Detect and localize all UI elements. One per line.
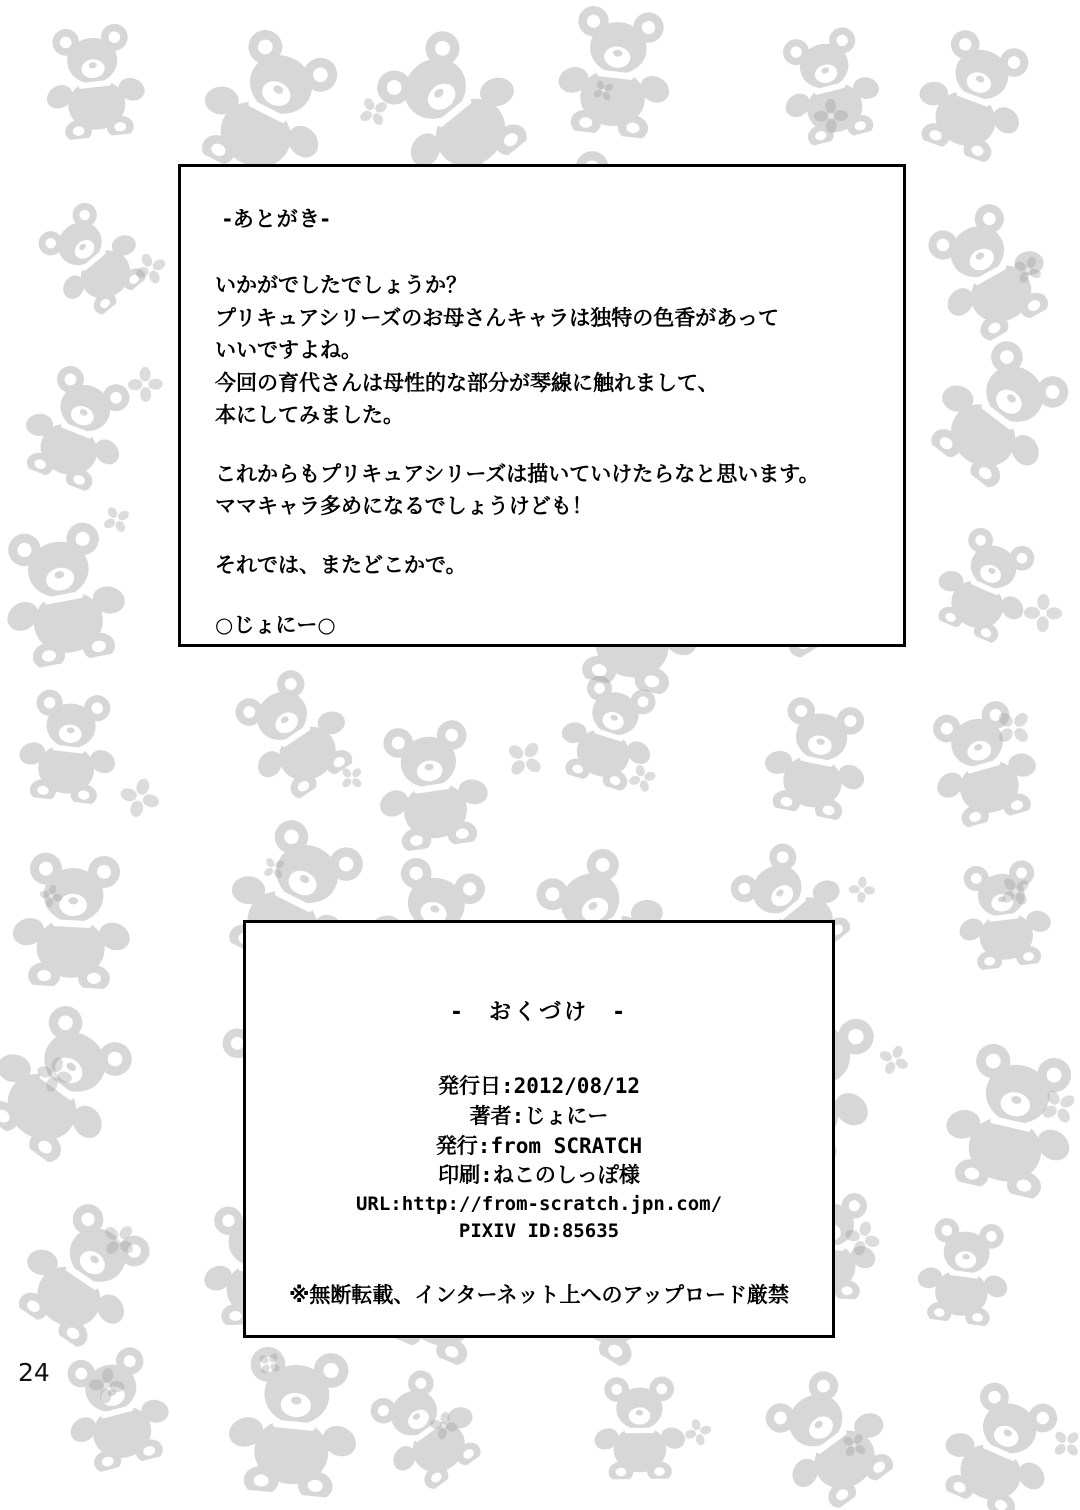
- colophon-line: PIXIV ID:85635: [458, 1220, 620, 1243]
- afterword-title: -あとがき-: [223, 207, 331, 231]
- teddy-bear-icon: [0, 509, 145, 674]
- flower-icon: [681, 1415, 716, 1450]
- afterword-line: それでは、またどこかで。: [215, 552, 467, 577]
- flower-icon: [1023, 593, 1064, 634]
- flower-icon: [126, 365, 164, 403]
- flower-icon: [812, 97, 849, 134]
- teddy-bear-icon: [6, 681, 132, 807]
- afterword-line: いいですよね。: [215, 338, 362, 363]
- afterword-line: プリキュアシリーズのお母さんキャラは独特の色香があって: [215, 305, 780, 330]
- afterword-signature: ○じょにー○: [215, 613, 336, 638]
- teddy-bear-icon: [905, 315, 1080, 507]
- teddy-bear-icon: [895, 13, 1054, 172]
- afterword-line: 今回の育代さんは母性的な部分が琴線に触れまして、: [215, 370, 719, 395]
- teddy-bear-icon: [904, 1209, 1024, 1329]
- afterword-line: いかがでしたでしょうか？: [215, 273, 467, 297]
- afterword-panel: [178, 164, 906, 647]
- afterword-spacer: [215, 523, 869, 549]
- teddy-bear-icon: [943, 852, 1064, 973]
- colophon-warning: ※無断転載、インターネット上へのアップロード厳禁: [288, 1283, 790, 1308]
- afterword-paragraph: [215, 458, 869, 523]
- flower-icon: [427, 1409, 461, 1443]
- colophon-line: 発行:from SCRATCH: [435, 1133, 643, 1158]
- teddy-bear-icon: [0, 844, 145, 990]
- afterword-line: これからもプリキュアシリーズは描いていけたらなと思います。: [215, 461, 820, 486]
- afterword-line: 本にしてみました。: [215, 403, 404, 428]
- teddy-bear-icon: [739, 1348, 918, 1510]
- teddy-bear-icon: [358, 709, 504, 855]
- flower-icon: [847, 875, 877, 905]
- afterword-body: [215, 269, 869, 581]
- teddy-bear-icon: [543, 0, 689, 142]
- page-number: 24: [18, 1358, 50, 1387]
- colophon-panel: [243, 920, 835, 1338]
- colophon-title: - おくづけ -: [451, 1000, 627, 1025]
- colophon-line: 印刷:ねこのしっぽ様: [438, 1163, 640, 1188]
- colophon-line: URL:http://from-scratch.jpn.com/: [355, 1193, 723, 1216]
- afterword-line: ママキャラ多めになるでしょうけども！: [215, 494, 593, 519]
- flower-icon: [87, 1366, 127, 1406]
- teddy-bear-icon: [908, 687, 1056, 835]
- teddy-bear-icon: [0, 979, 163, 1183]
- teddy-bear-icon: [747, 685, 888, 826]
- colophon-line: 著者:じょにー: [469, 1103, 609, 1128]
- teddy-bear-icon: [30, 15, 158, 143]
- teddy-bear-icon: [585, 1371, 694, 1480]
- colophon-line: 発行日:2012/08/12: [437, 1074, 641, 1098]
- colophon-lines: [270, 1072, 808, 1245]
- afterword-spacer: [215, 432, 869, 458]
- flower-icon: [37, 882, 66, 911]
- teddy-bear-icon: [43, 1334, 188, 1479]
- afterword-paragraph: [215, 269, 869, 432]
- afterword-paragraph: [215, 549, 869, 582]
